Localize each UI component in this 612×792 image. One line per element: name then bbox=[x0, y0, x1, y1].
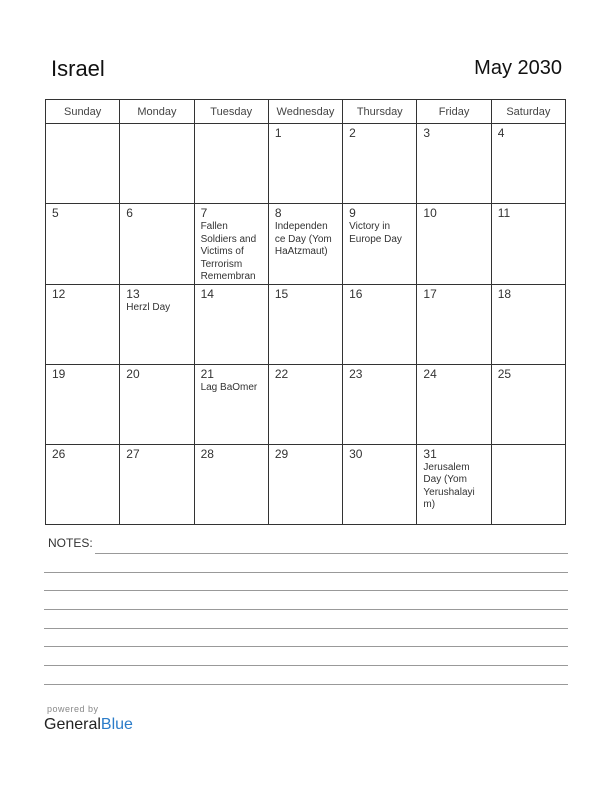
calendar-day-cell bbox=[194, 444, 268, 524]
calendar-day-cell bbox=[417, 284, 491, 364]
calendar-week-row bbox=[46, 364, 566, 444]
day-number: 14 bbox=[200, 286, 214, 301]
note-line bbox=[44, 684, 568, 685]
day-number: 18 bbox=[497, 286, 512, 301]
note-line bbox=[44, 628, 568, 629]
holiday-label: Herzl Day bbox=[126, 301, 171, 313]
calendar-empty-cell bbox=[46, 124, 120, 204]
calendar-day-cell bbox=[46, 444, 120, 524]
day-number: 16 bbox=[349, 286, 363, 301]
day-number: 22 bbox=[274, 366, 289, 381]
calendar-week-row bbox=[46, 204, 566, 285]
day-number: 2 bbox=[349, 126, 356, 140]
calendar-day-cell bbox=[46, 364, 120, 444]
weekday-tuesday: Tuesday bbox=[194, 100, 268, 124]
day-number: 3 bbox=[423, 126, 431, 140]
calendar-day-cell bbox=[343, 124, 417, 204]
calendar-day-cell bbox=[268, 204, 342, 285]
calendar-day-cell bbox=[194, 204, 268, 285]
day-number: 30 bbox=[349, 446, 363, 461]
calendar-day-cell bbox=[491, 284, 565, 364]
calendar-day-cell bbox=[268, 124, 342, 204]
weekday-wednesday: Wednesday bbox=[268, 100, 342, 124]
calendar-day-cell bbox=[343, 284, 417, 364]
day-number: 27 bbox=[126, 446, 140, 461]
holiday-label: Jerusalem Day (Yom Yerushalayi m) bbox=[423, 461, 475, 510]
weekday-thursday: Thursday bbox=[343, 100, 417, 124]
calendar-day-cell bbox=[194, 284, 268, 364]
calendar-day-cell bbox=[491, 204, 565, 285]
holiday-label: Lag BaOmer bbox=[200, 381, 258, 393]
day-number: 21 bbox=[200, 366, 214, 381]
day-number: 5 bbox=[52, 206, 59, 220]
weekday-monday: Monday bbox=[120, 100, 194, 124]
day-number: 10 bbox=[423, 206, 437, 220]
calendar-day-cell bbox=[120, 444, 194, 524]
calendar-day-cell bbox=[343, 444, 417, 524]
day-number: 7 bbox=[200, 206, 208, 220]
calendar-country-title: Israel bbox=[51, 56, 105, 81]
calendar-day-cell bbox=[417, 204, 491, 285]
day-number: 23 bbox=[349, 366, 363, 381]
calendar-week-row bbox=[46, 444, 566, 524]
day-number: 6 bbox=[126, 206, 133, 220]
calendar-day-cell bbox=[268, 284, 342, 364]
brand-logo bbox=[44, 716, 133, 734]
day-number: 25 bbox=[497, 366, 512, 381]
calendar-day-cell bbox=[417, 364, 491, 444]
calendar-day-cell bbox=[343, 364, 417, 444]
day-number: 29 bbox=[274, 446, 289, 461]
calendar-day-cell bbox=[120, 284, 194, 364]
calendar-day-cell bbox=[120, 204, 194, 285]
calendar-day-cell bbox=[491, 124, 565, 204]
note-line bbox=[44, 590, 568, 591]
calendar-day-cell bbox=[46, 284, 120, 364]
day-number: 19 bbox=[52, 366, 66, 381]
day-number: 15 bbox=[274, 286, 289, 301]
calendar-week-row bbox=[46, 124, 566, 204]
holiday-label: Fallen Soldiers and Victims of Terrorism Remembran bbox=[200, 221, 257, 282]
calendar-day-cell bbox=[268, 364, 342, 444]
day-number: 12 bbox=[52, 286, 66, 301]
calendar-day-cell bbox=[343, 204, 417, 285]
day-number: 9 bbox=[349, 206, 356, 220]
holiday-label: Independen ce Day (Yom HaAtzmaut) bbox=[274, 221, 332, 257]
day-number: 1 bbox=[274, 126, 282, 140]
day-number: 31 bbox=[423, 446, 437, 461]
calendar-day-cell bbox=[417, 444, 491, 524]
calendar-week-row bbox=[46, 284, 566, 364]
note-line bbox=[44, 609, 568, 610]
note-line bbox=[44, 665, 568, 666]
day-number: 11 bbox=[497, 206, 511, 220]
powered-by-text: powered by bbox=[47, 704, 99, 714]
calendar-day-cell bbox=[417, 124, 491, 204]
notes-label: NOTES: bbox=[48, 536, 93, 550]
weekday-friday: Friday bbox=[417, 100, 491, 124]
day-number: 26 bbox=[52, 446, 66, 461]
calendar-month-title: May 2030 bbox=[474, 57, 562, 79]
day-number: 13 bbox=[126, 286, 140, 301]
calendar-day-cell bbox=[46, 204, 120, 285]
calendar-day-cell bbox=[268, 444, 342, 524]
calendar-empty-cell bbox=[491, 444, 565, 524]
holiday-label: Victory in Europe Day bbox=[349, 221, 402, 245]
calendar-empty-cell bbox=[120, 124, 194, 204]
calendar-day-cell bbox=[194, 364, 268, 444]
note-line bbox=[44, 572, 568, 573]
calendar-empty-cell bbox=[194, 124, 268, 204]
note-line bbox=[95, 553, 568, 554]
day-number: 17 bbox=[423, 286, 437, 301]
calendar-day-cell bbox=[120, 364, 194, 444]
brand-logo-general: General bbox=[44, 716, 101, 733]
day-number: 20 bbox=[126, 366, 140, 381]
day-number: 4 bbox=[497, 126, 505, 140]
note-line bbox=[44, 646, 568, 647]
weekday-saturday: Saturday bbox=[491, 100, 565, 124]
day-number: 28 bbox=[200, 446, 214, 461]
weekday-sunday: Sunday bbox=[46, 100, 120, 124]
day-number: 8 bbox=[274, 206, 282, 220]
calendar-day-cell bbox=[491, 364, 565, 444]
calendar-grid bbox=[45, 99, 566, 525]
day-number: 24 bbox=[423, 366, 437, 381]
brand-logo-blue: Blue bbox=[100, 716, 133, 733]
weekday-header-row bbox=[46, 100, 566, 124]
